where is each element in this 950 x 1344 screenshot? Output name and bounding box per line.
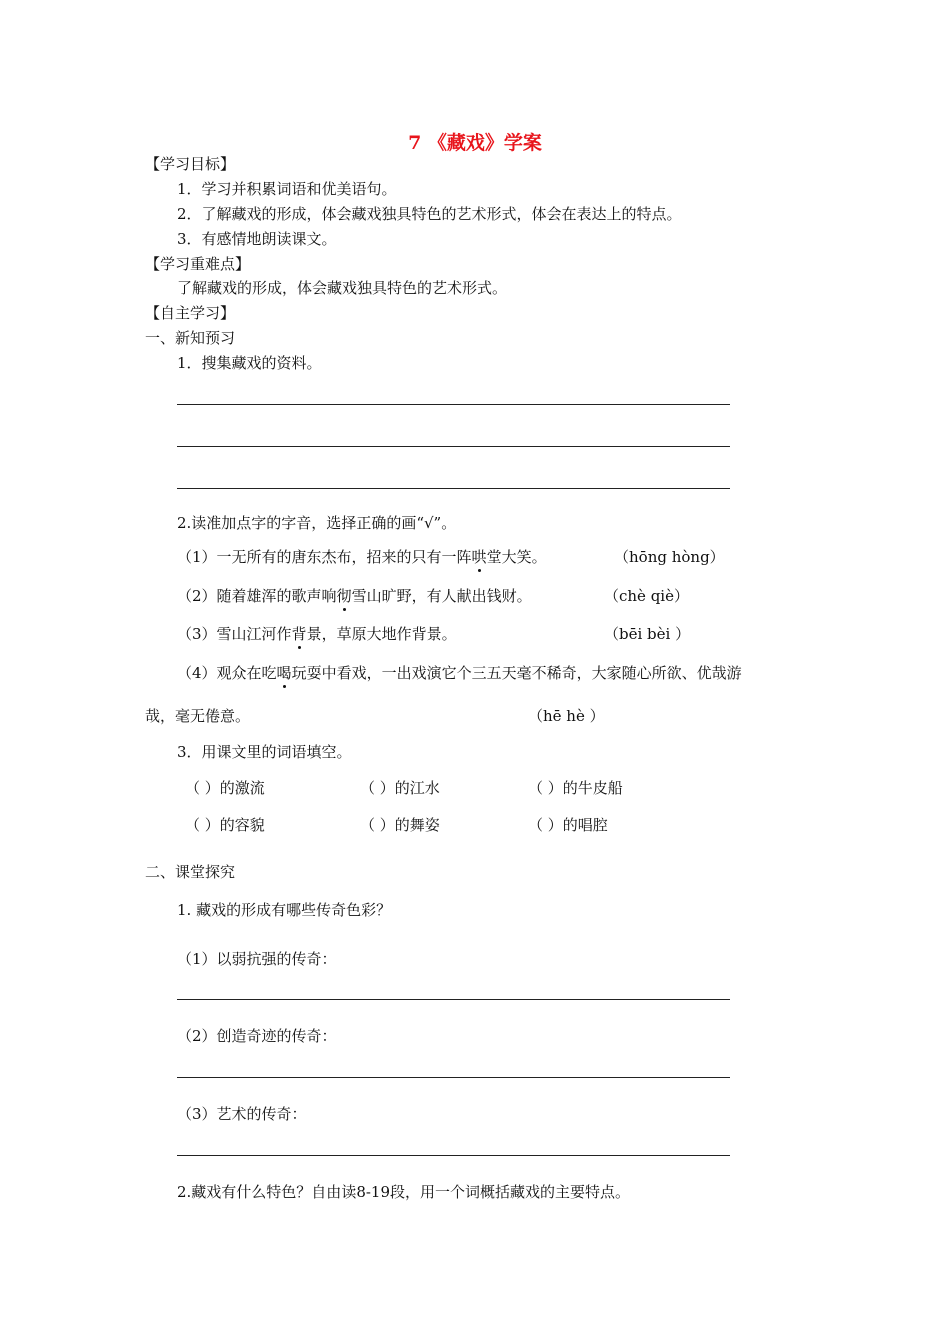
pronunciation-item: （2）随着雄浑的歌声响彻雪山旷野，有人献出钱财。 (177, 587, 532, 605)
pinyin-choice[interactable]: （chè qiè） (604, 587, 689, 605)
goals-heading: 【学习目标】 (145, 155, 236, 173)
pronunciation-item-cont: 哉，毫无倦意。 (145, 707, 251, 725)
goal-item: 3．有感情地朗读课文。 (177, 230, 337, 248)
pronunciation-item: （4）观众在吃喝玩耍中看戏，一出戏演它个三五天毫不稀奇，大家随心所欲、优哉游 (177, 664, 742, 682)
question-3: 3．用课文里的词语填空。 (177, 743, 352, 761)
answer-line[interactable] (177, 999, 730, 1000)
goal-item: 2．了解藏戏的形成，体会藏戏独具特色的艺术形式，体会在表达上的特点。 (177, 205, 682, 223)
question-1: 1．搜集藏戏的资料。 (177, 354, 322, 372)
fill-blank[interactable]: （ ）的江水 (360, 779, 440, 797)
key-heading: 【学习重难点】 (145, 255, 251, 273)
pronunciation-item: （3）雪山江河作背景，草原大地作背景。 (177, 625, 457, 643)
answer-line[interactable] (177, 1077, 730, 1078)
explore-subquestion: （3）艺术的传奇： (177, 1105, 307, 1123)
dotted-char: 喝 (276, 664, 292, 682)
fill-blank[interactable]: （ ）的容貌 (185, 816, 265, 834)
goal-item: 1．学习并积累词语和优美语句。 (177, 180, 397, 198)
explore-question-1: 1. 藏戏的形成有哪些传奇色彩？ (177, 901, 392, 919)
dotted-char: 背 (291, 625, 307, 643)
explore-question-2: 2.藏戏有什么特色？自由读8-19段，用一个词概括藏戏的主要特点。 (177, 1183, 631, 1201)
self-study-heading: 【自主学习】 (145, 304, 236, 322)
question-2: 2.读准加点字的字音，选择正确的画“√”。 (177, 514, 457, 532)
section-explore-heading: 二、课堂探究 (145, 863, 236, 881)
answer-line[interactable] (177, 488, 730, 489)
pinyin-choice[interactable]: （bēi bèi ） (604, 625, 691, 643)
explore-subquestion: （1）以弱抗强的传奇： (177, 950, 337, 968)
page-title: 7 《藏戏》学案 (408, 132, 542, 154)
section-preview-heading: 一、新知预习 (145, 329, 236, 347)
dotted-char: 彻 (336, 587, 352, 605)
pinyin-choice[interactable]: （hē hè ） (528, 707, 605, 725)
fill-blank[interactable]: （ ）的唱腔 (528, 816, 608, 834)
answer-line[interactable] (177, 446, 730, 447)
answer-line[interactable] (177, 404, 730, 405)
pronunciation-item: （1）一无所有的唐东杰布，招来的只有一阵哄堂大笑。 (177, 548, 547, 566)
fill-blank[interactable]: （ ）的舞姿 (360, 816, 440, 834)
explore-subquestion: （2）创造奇迹的传奇： (177, 1027, 337, 1045)
fill-blank[interactable]: （ ）的牛皮船 (528, 779, 623, 797)
fill-blank[interactable]: （ ）的激流 (185, 779, 265, 797)
key-text: 了解藏戏的形成，体会藏戏独具特色的艺术形式。 (177, 279, 508, 297)
dotted-char: 哄 (471, 548, 487, 566)
answer-line[interactable] (177, 1155, 730, 1156)
pinyin-choice[interactable]: （hōng hòng） (614, 548, 725, 566)
